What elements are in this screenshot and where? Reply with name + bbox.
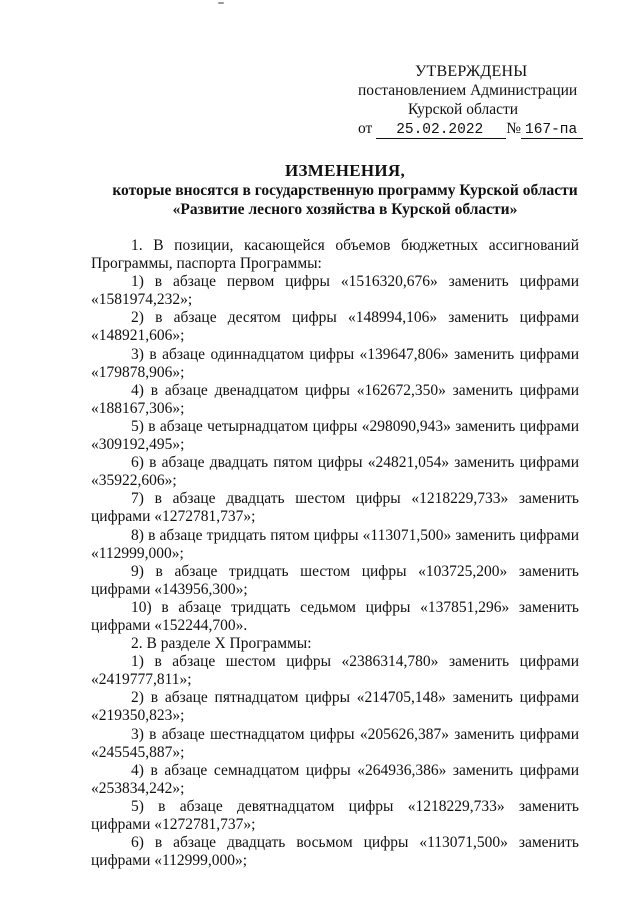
- paragraph: 10) в абзаце тридцать седьмом цифры «137851,296» заменить цифрами «152244,700».: [91, 598, 579, 634]
- number-label: №: [506, 120, 521, 137]
- paragraph: 3) в абзаце одиннадцатом цифры «139647,806» заменить цифрами «179878,906»;: [91, 345, 579, 381]
- title-line-1: ИЗМЕНЕНИЯ,: [284, 161, 406, 180]
- paragraph: 5) в абзаце четырнадцатом цифры «298090,943» заменить цифрами «309192,495»;: [91, 417, 579, 454]
- approval-number: 167-па: [521, 122, 583, 139]
- paragraph: 3) в абзаце шестнадцатом цифры «205626,387» заменить цифрами «245545,887»;: [91, 725, 579, 761]
- paragraph: 1. В позиции, касающейся объемов бюджетных ассигнований Программы, паспорта Программы:: [91, 237, 579, 273]
- approval-date-number: [358, 119, 588, 139]
- paragraph: 8) в абзаце тридцать пятом цифры «113071,500» заменить цифрами «112999,000»;: [91, 526, 579, 562]
- document-body: [91, 237, 579, 870]
- approval-heading: УТВЕРЖДЕНЫ: [415, 63, 528, 80]
- paragraph: 6) в абзаце двадцать восьмом цифры «113071,500» заменить цифрами «112999,000»;: [91, 834, 579, 870]
- approval-stamp: [358, 62, 588, 139]
- from-label: от: [358, 120, 373, 137]
- paragraph: 4) в абзаце двенадцатом цифры «162672,350» заменить цифрами «188167,306»;: [91, 381, 579, 417]
- paragraph: 9) в абзаце тридцать шестом цифры «103725,200» заменить цифрами «143956,300»;: [91, 562, 579, 598]
- paragraph: 2) в абзаце пятнадцатом цифры «214705,148» заменить цифрами «219350,823»;: [91, 689, 579, 725]
- paragraph: 1) в абзаце первом цифры «1516320,676» заменить цифрами «1581974,232»;: [91, 273, 579, 309]
- title-line-3: «Развитие лесного хозяйства в Курской области»: [172, 201, 518, 218]
- paragraph: 2) в абзаце десятом цифры «148994,106» заменить цифрами «148921,606»;: [91, 309, 579, 345]
- paragraph: 1) в абзаце шестом цифры «2386314,780» заменить цифрами «2419777,811»;: [91, 653, 579, 689]
- title-line-2: которые вносятся в государственную программу Курской области: [112, 182, 578, 199]
- document-title: [60, 161, 630, 219]
- scan-artifact: [218, 2, 224, 4]
- approval-date: 25.02.2022: [376, 122, 506, 139]
- paragraph: 4) в абзаце семнадцатом цифры «264936,386» заменить цифрами «253834,242»;: [91, 761, 579, 797]
- paragraph: 5) в абзаце девятнадцатом цифры «1218229,733» заменить цифрами «1272781,737»;: [91, 797, 579, 833]
- paragraph: 7) в абзаце двадцать шестом цифры «1218229,733» заменить цифрами «1272781,737»;: [91, 490, 579, 526]
- approval-issuer: постановлением Администрации: [358, 82, 578, 99]
- paragraph: 6) в абзаце двадцать пятом цифры «24821,054» заменить цифрами «35922,606»;: [91, 454, 579, 490]
- approval-region: Курской области: [408, 101, 519, 118]
- paragraph: 2. В разделе X Программы:: [131, 635, 312, 653]
